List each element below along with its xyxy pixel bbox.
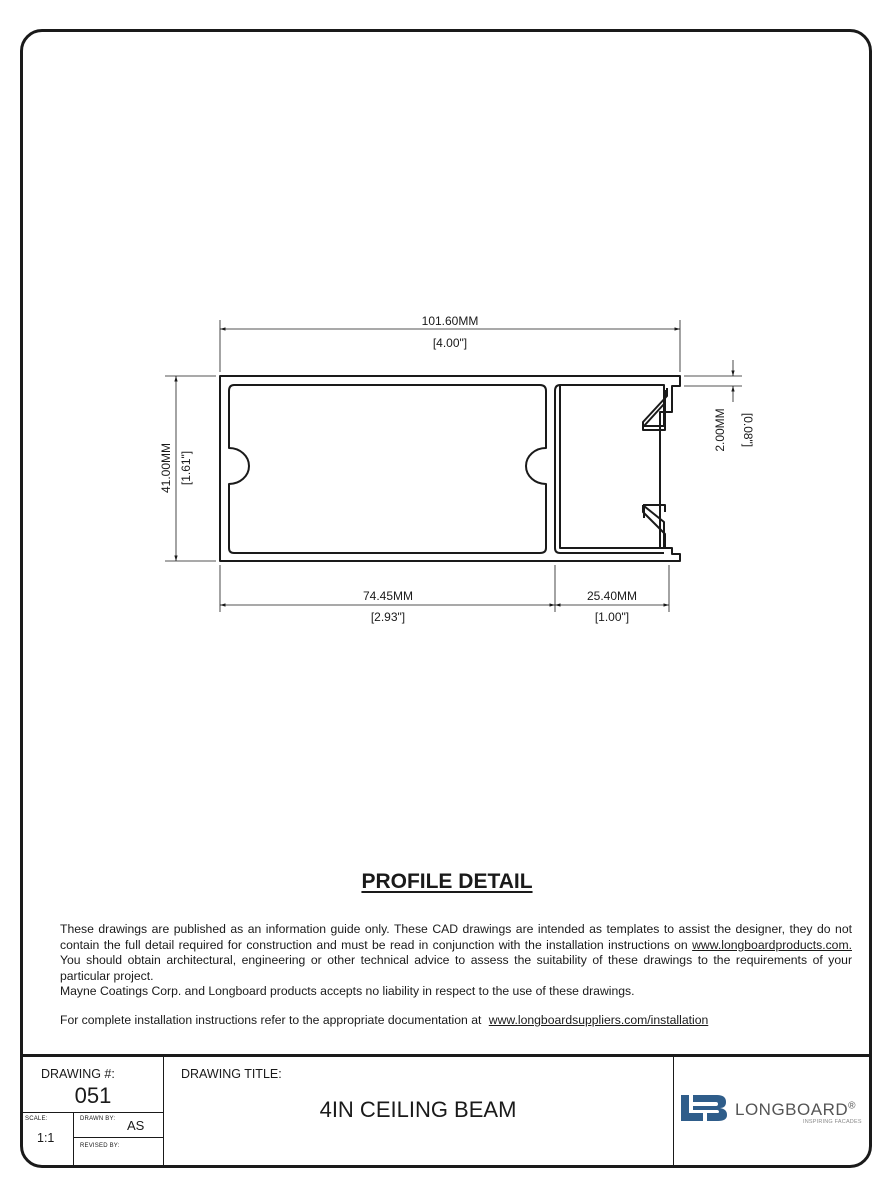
install-text: For complete installation instructions refer to the appropriate documentation at xyxy=(60,1013,482,1027)
section-title-text: PROFILE DETAIL xyxy=(361,870,533,893)
scale-label: SCALE: xyxy=(25,1116,48,1122)
dimension-lines xyxy=(165,320,742,612)
drawing-number: 051 xyxy=(74,1083,112,1108)
logo-tagline: INSPIRING FACADES xyxy=(803,1119,862,1125)
disclaimer-paragraph xyxy=(60,922,852,984)
scale-value: 1:1 xyxy=(37,1131,55,1145)
dim-height-mm: 41.00MM xyxy=(159,442,173,494)
divider xyxy=(73,1112,74,1165)
drawing-title: 4IN CEILING BEAM xyxy=(319,1097,517,1122)
right-cavity-outline xyxy=(555,385,664,553)
left-cavity-outline xyxy=(229,385,546,553)
drawing-number-label: DRAWING #: xyxy=(41,1067,115,1081)
logo-wordmark-text: LONGBOARD xyxy=(735,1100,849,1119)
logo-cell xyxy=(673,1057,869,1165)
beam-outer-outline xyxy=(220,376,680,561)
divider xyxy=(73,1137,163,1138)
liability-text: Mayne Coatings Corp. and Longboard products accepts no liability in respect to the use of these drawings. xyxy=(60,984,635,999)
install-instructions xyxy=(60,1013,708,1027)
installation-link[interactable]: www.longboardsuppliers.com/installation xyxy=(488,1013,709,1027)
registered-mark: ® xyxy=(848,1100,857,1112)
dim-left-bay-in: [2.93"] xyxy=(370,610,406,624)
disclaimer-text-2: You should obtain architectural, engineering or other technical advice to assess the suitability of these drawings to the requirements of your particular project. xyxy=(60,953,852,983)
drawing-title-label: DRAWING TITLE: xyxy=(181,1067,282,1081)
logo-wordmark xyxy=(735,1100,856,1120)
beam-profile xyxy=(220,376,680,561)
dim-overall-width-in: [4.00"] xyxy=(432,336,468,350)
dim-height-in: [1.61"] xyxy=(179,450,193,486)
drawn-by-label: DRAWN BY: xyxy=(80,1116,116,1122)
dim-right-bay-in: [1.00"] xyxy=(594,610,630,624)
dim-flange-mm: 2.00MM xyxy=(713,408,727,452)
dim-overall-width-mm: 101.60MM xyxy=(421,314,479,328)
lower-lip xyxy=(643,505,665,548)
dim-left-bay-mm: 74.45MM xyxy=(362,589,414,603)
dim-flange-in: [0.08"] xyxy=(741,412,755,448)
section-title xyxy=(0,870,894,894)
dim-right-bay-mm: 25.40MM xyxy=(586,589,638,603)
longboard-logo-icon xyxy=(681,1095,727,1121)
drawing-title-cell xyxy=(163,1057,674,1165)
divider xyxy=(23,1112,163,1113)
longboard-products-link[interactable]: www.longboardproducts.com. xyxy=(692,937,852,952)
disclaimer-text-1: These drawings are published as an information guide only. These CAD drawings are intended as templates to assist the designer, they do not contain the full detail required for construction and must be read in conjunction with the installation instructions on xyxy=(60,922,852,952)
disclaimer xyxy=(60,922,852,1000)
drawing-info-cell xyxy=(23,1057,164,1165)
revised-by-label: REVISED BY: xyxy=(80,1143,120,1149)
title-block xyxy=(23,1054,869,1165)
drawn-by-value: AS xyxy=(127,1118,145,1133)
